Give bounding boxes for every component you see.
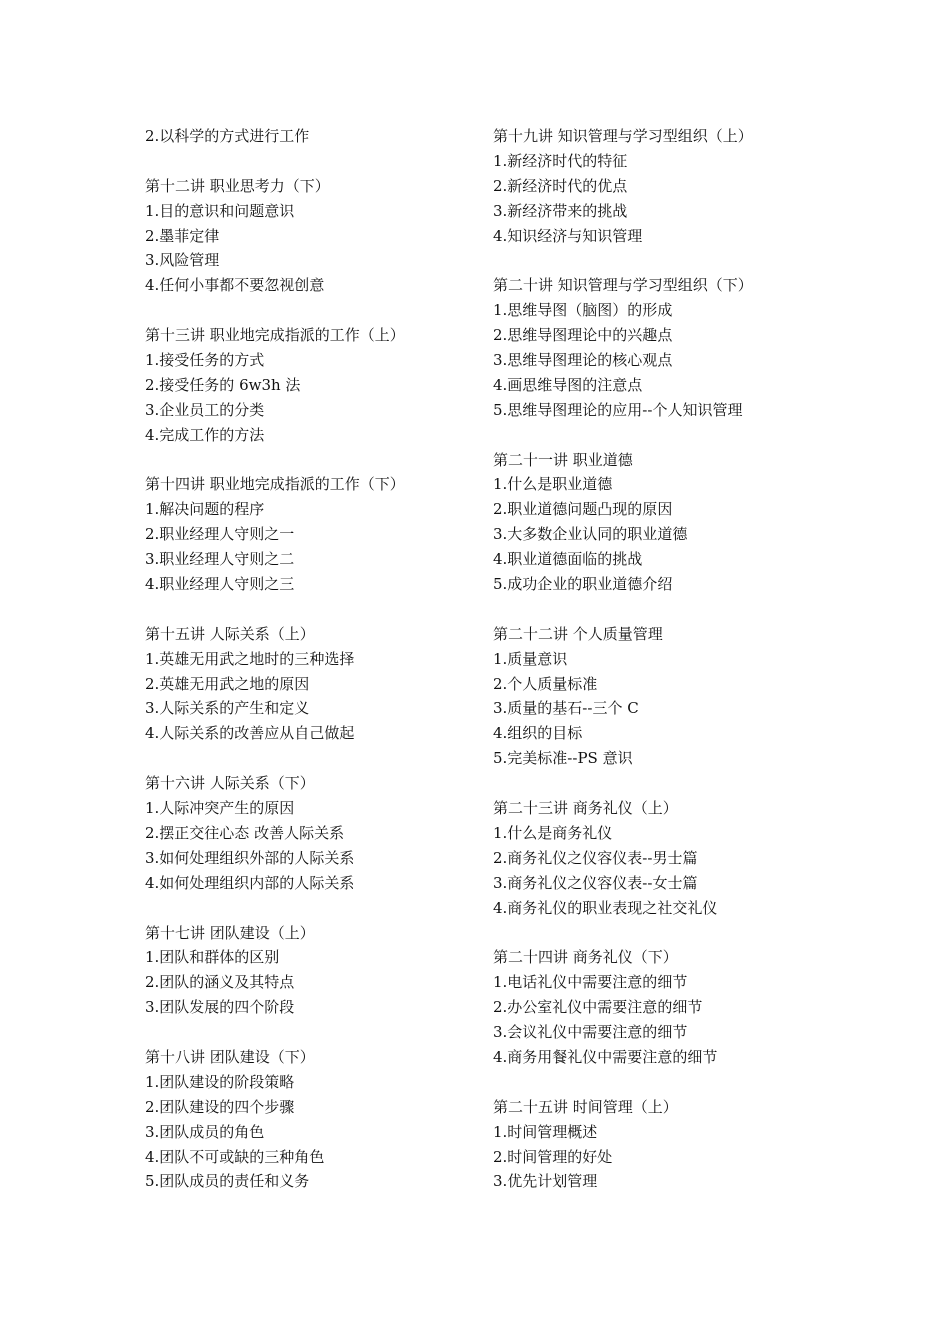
blank-line	[493, 597, 843, 622]
list-item: 2.墨菲定律	[145, 226, 220, 245]
blank-line	[145, 597, 495, 622]
list-item: 4.完成工作的方法	[145, 425, 265, 444]
blank-line	[145, 298, 495, 323]
list-item: 3.商务礼仪之仪容仪表--女士篇	[493, 873, 698, 892]
list-item: 1.目的意识和问题意识	[145, 201, 295, 220]
list-item: 5.团队成员的责任和义务	[145, 1172, 310, 1191]
lecture-heading: 第二十四讲 商务礼仪（下）	[493, 948, 678, 967]
blank-line	[145, 746, 495, 771]
list-item: 3.如何处理组织外部的人际关系	[145, 848, 355, 867]
lecture-heading: 第十九讲 知识管理与学习型组织（上）	[493, 127, 753, 145]
list-item: 4.人际关系的改善应从自己做起	[145, 724, 355, 743]
list-item: 2.接受任务的 6w3h 法	[145, 375, 301, 394]
list-item: 2.职业道德问题凸现的原因	[493, 500, 673, 519]
list-item: 2.以科学的方式进行工作	[145, 127, 310, 145]
lecture-heading: 第二十三讲 商务礼仪（上）	[493, 799, 678, 818]
list-item: 2.摆正交往心态 改善人际关系	[145, 823, 345, 842]
list-item: 3.质量的基石--三个 C	[493, 699, 639, 718]
lecture-heading: 第二十讲 知识管理与学习型组织（下）	[493, 276, 753, 295]
list-item: 1.人际冲突产生的原因	[145, 799, 295, 818]
lecture-heading: 第十五讲 人际关系（上）	[145, 624, 315, 643]
lecture-heading: 第二十五讲 时间管理（上）	[493, 1097, 678, 1116]
list-item: 1.团队和群体的区别	[145, 948, 280, 967]
list-item: 1.思维导图（脑图）的形成	[493, 301, 673, 320]
list-item: 2.个人质量标准	[493, 674, 598, 693]
lecture-heading: 第二十二讲 个人质量管理	[493, 624, 663, 643]
list-item: 3.职业经理人守则之二	[145, 550, 295, 569]
list-item: 1.什么是职业道德	[493, 475, 613, 494]
list-item: 1.接受任务的方式	[145, 351, 265, 370]
list-item: 3.大多数企业认同的职业道德	[493, 525, 688, 544]
list-item: 1.新经济时代的特征	[493, 151, 628, 170]
list-item: 3.团队成员的角色	[145, 1122, 265, 1141]
blank-line	[493, 1070, 843, 1095]
list-item: 1.电话礼仪中需要注意的细节	[493, 973, 688, 992]
lecture-heading: 第十二讲 职业思考力（下）	[145, 176, 330, 195]
lecture-heading: 第十七讲 团队建设（上）	[145, 923, 315, 942]
list-item: 3.新经济带来的挑战	[493, 201, 628, 220]
list-item: 3.团队发展的四个阶段	[145, 998, 295, 1017]
list-item: 1.时间管理概述	[493, 1122, 598, 1141]
list-item: 1.什么是商务礼仪	[493, 823, 613, 842]
right-column	[493, 124, 843, 1194]
lecture-heading: 第十八讲 团队建设（下）	[145, 1047, 315, 1066]
list-item: 3.会议礼仪中需要注意的细节	[493, 1023, 688, 1042]
blank-line	[145, 1020, 495, 1045]
lecture-heading: 第十六讲 人际关系（下）	[145, 774, 315, 793]
list-item: 4.如何处理组织内部的人际关系	[145, 873, 355, 892]
list-item: 1.质量意识	[493, 649, 568, 668]
list-item: 3.思维导图理论的核心观点	[493, 351, 673, 370]
list-item: 4.任何小事都不要忽视创意	[145, 276, 325, 295]
list-item: 3.人际关系的产生和定义	[145, 699, 310, 718]
list-item: 1.解决问题的程序	[145, 500, 265, 519]
list-item: 1.英雄无用武之地时的三种选择	[145, 649, 355, 668]
list-item: 3.企业员工的分类	[145, 400, 265, 419]
list-item: 2.时间管理的好处	[493, 1147, 613, 1166]
list-item: 2.英雄无用武之地的原因	[145, 674, 310, 693]
list-item: 4.商务礼仪的职业表现之社交礼仪	[493, 898, 718, 917]
blank-line	[493, 423, 843, 448]
blank-line	[145, 149, 495, 174]
blank-line	[493, 771, 843, 796]
list-item: 4.团队不可或缺的三种角色	[145, 1147, 325, 1166]
list-item: 1.团队建设的阶段策略	[145, 1072, 295, 1091]
list-item: 5.完美标准--PS 意识	[493, 749, 633, 768]
list-item: 2.新经济时代的优点	[493, 176, 628, 195]
list-item: 2.办公室礼仪中需要注意的细节	[493, 998, 703, 1017]
list-item: 2.团队建设的四个步骤	[145, 1097, 295, 1116]
lecture-heading: 第十三讲 职业地完成指派的工作（上）	[145, 326, 405, 345]
list-item: 2.商务礼仪之仪容仪表--男士篇	[493, 848, 698, 867]
list-item: 4.职业道德面临的挑战	[493, 550, 643, 569]
list-item: 2.思维导图理论中的兴趣点	[493, 326, 673, 345]
blank-line	[145, 448, 495, 473]
lecture-heading: 第二十一讲 职业道德	[493, 450, 633, 469]
list-item: 4.组织的目标	[493, 724, 583, 743]
list-item: 4.知识经济与知识管理	[493, 226, 643, 245]
list-item: 4.职业经理人守则之三	[145, 575, 295, 594]
blank-line	[493, 921, 843, 946]
lecture-heading: 第十四讲 职业地完成指派的工作（下）	[145, 475, 405, 494]
left-column	[145, 124, 495, 1194]
list-item: 4.画思维导图的注意点	[493, 375, 643, 394]
blank-line	[145, 896, 495, 921]
list-item: 4.商务用餐礼仪中需要注意的细节	[493, 1047, 718, 1066]
list-item: 5.思维导图理论的应用--个人知识管理	[493, 400, 743, 419]
list-item: 2.团队的涵义及其特点	[145, 973, 295, 992]
list-item: 5.成功企业的职业道德介绍	[493, 575, 673, 594]
list-item: 2.职业经理人守则之一	[145, 525, 295, 544]
list-item: 3.风险管理	[145, 251, 220, 270]
list-item: 3.优先计划管理	[493, 1172, 598, 1191]
blank-line	[493, 248, 843, 273]
